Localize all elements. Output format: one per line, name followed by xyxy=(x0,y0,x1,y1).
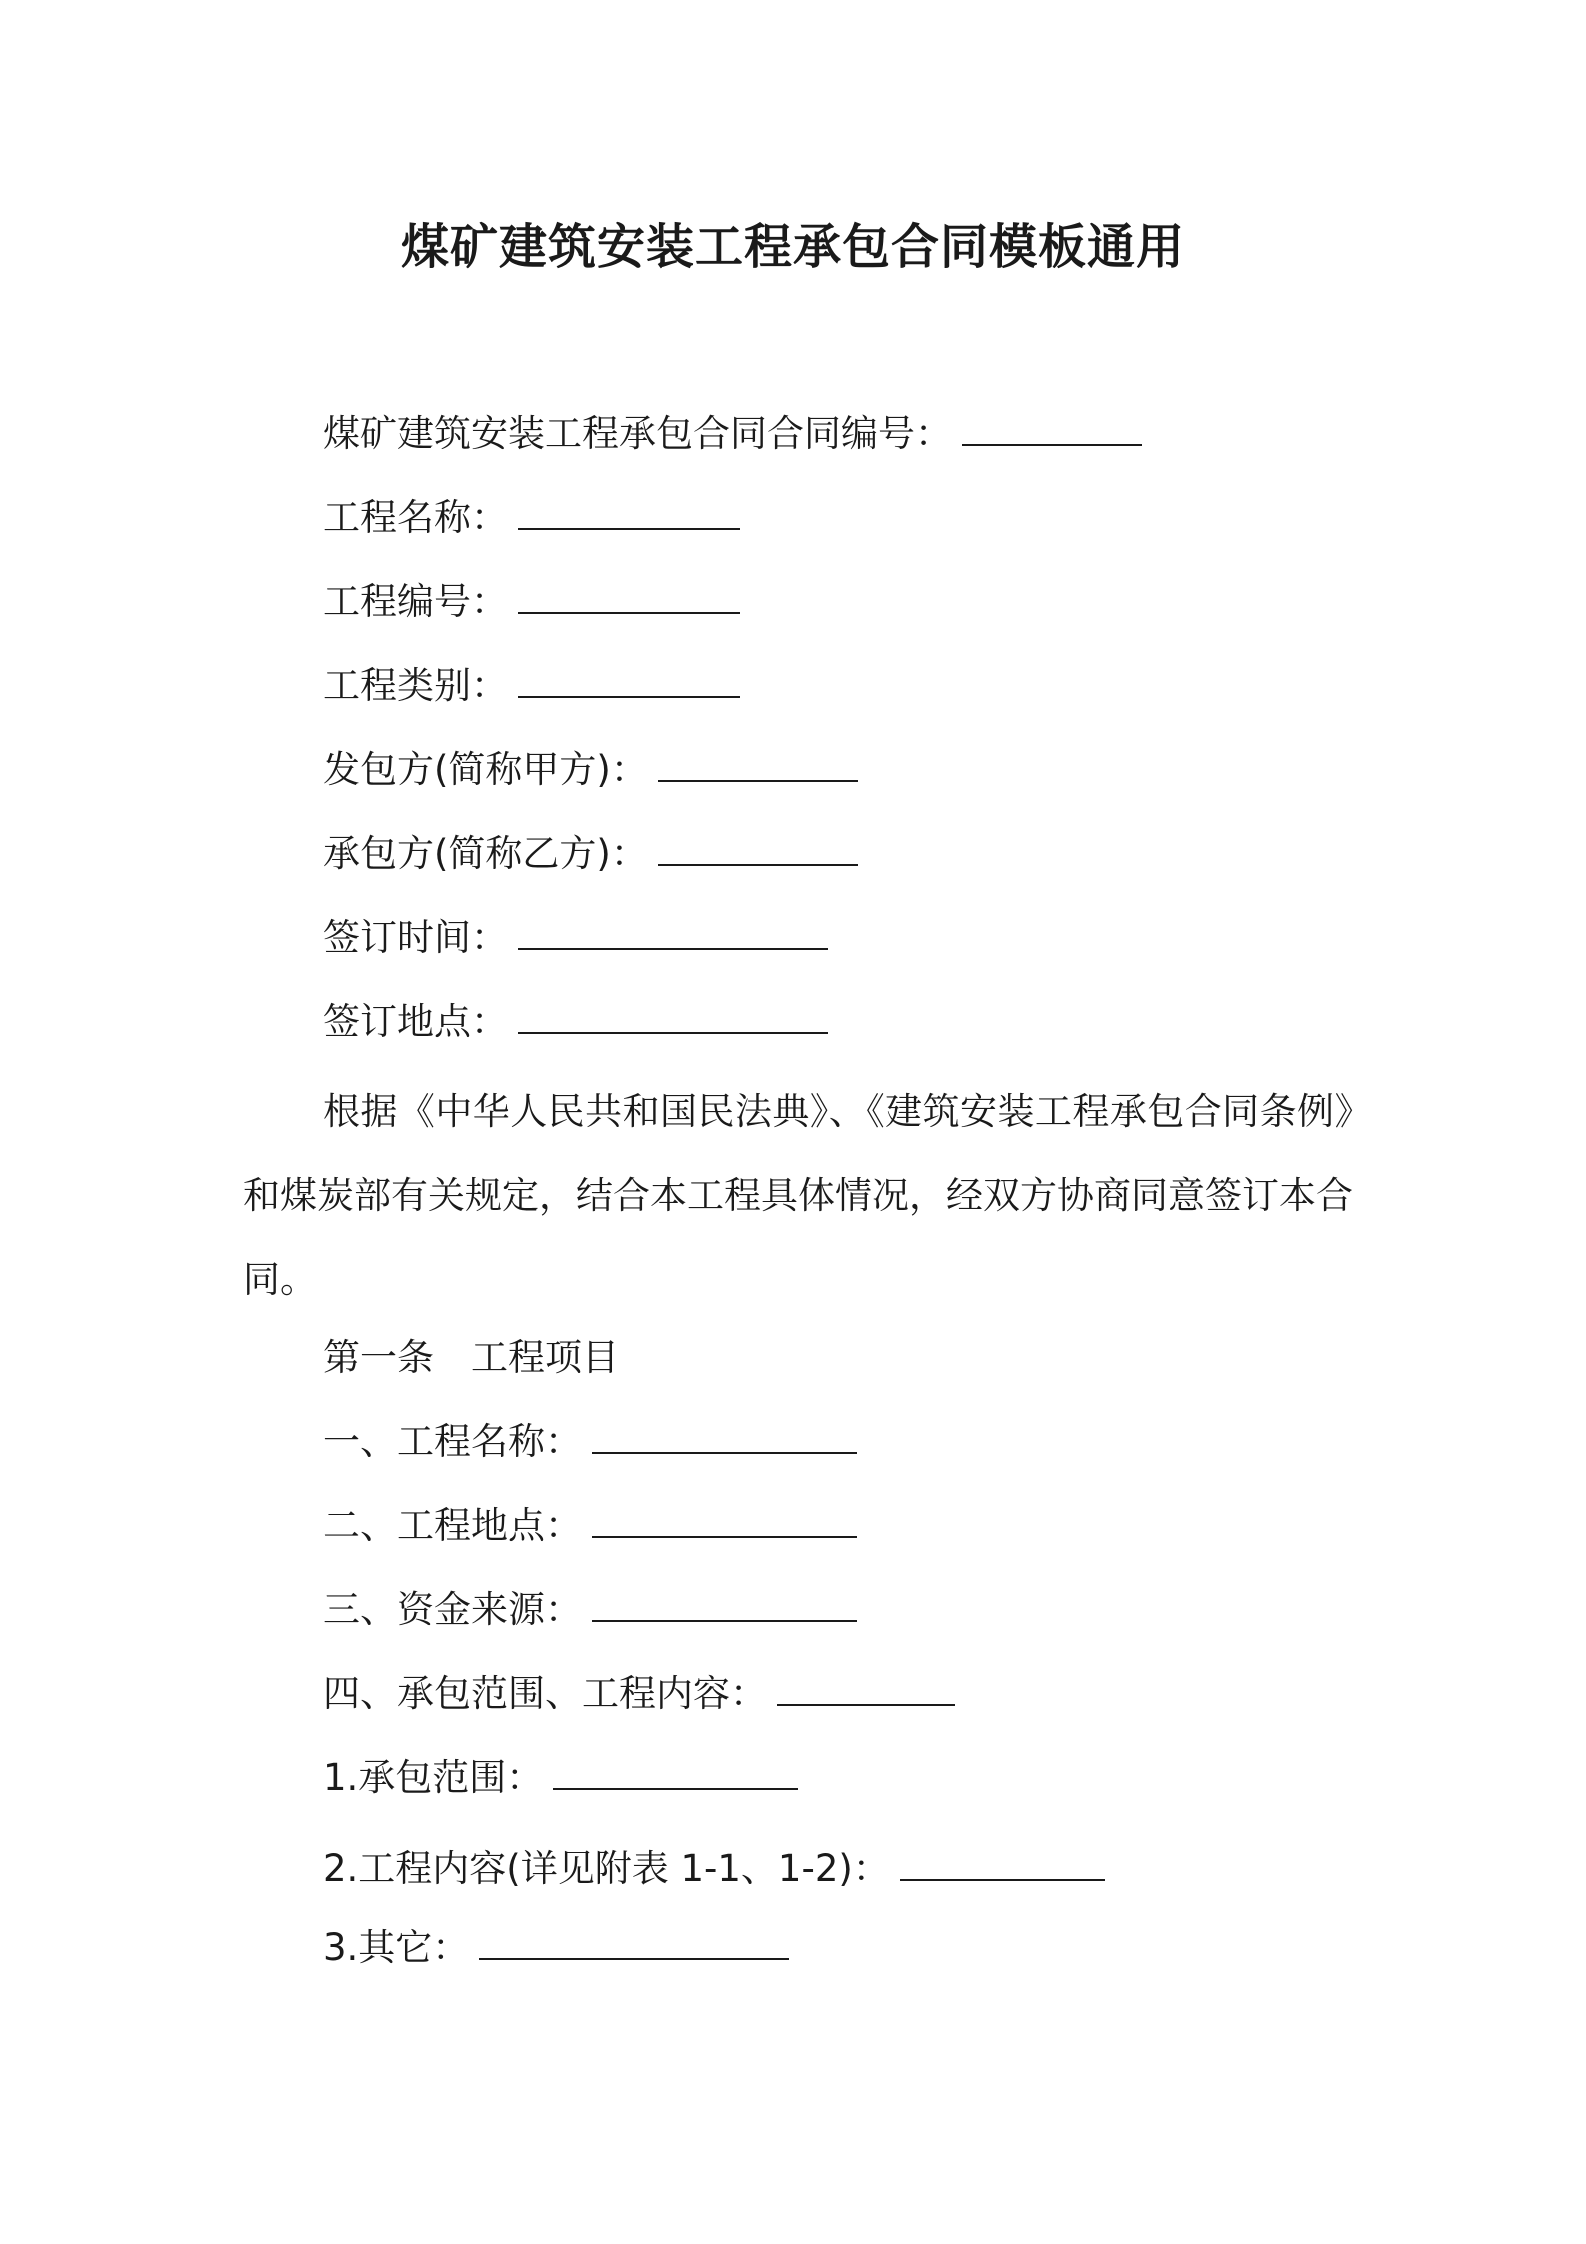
item-label: 一、工程名称： xyxy=(323,1420,582,1463)
item-blank[interactable] xyxy=(479,1924,789,1960)
item-blank[interactable] xyxy=(592,1418,857,1454)
field-label: 工程类别： xyxy=(323,664,508,707)
field-blank[interactable] xyxy=(518,578,740,614)
item-label: 1.承包范围： xyxy=(323,1756,544,1799)
field-contract-number xyxy=(323,408,1142,460)
field-blank[interactable] xyxy=(518,998,828,1034)
field-label: 承包方(简称乙方)： xyxy=(323,832,648,875)
field-party-b xyxy=(323,828,858,880)
item-scope xyxy=(323,1752,798,1804)
item-project-name xyxy=(323,1416,857,1468)
document-title: 煤矿建筑安装工程承包合同模板通用 xyxy=(400,219,1185,275)
field-label: 工程名称： xyxy=(323,496,508,539)
field-signing-date xyxy=(323,912,828,964)
item-content xyxy=(323,1843,1105,1895)
item-label: 二、工程地点： xyxy=(323,1504,582,1547)
item-label: 3.其它： xyxy=(323,1926,470,1969)
field-label: 发包方(简称甲方)： xyxy=(323,748,648,791)
field-blank[interactable] xyxy=(962,410,1142,446)
field-blank[interactable] xyxy=(658,746,858,782)
field-blank[interactable] xyxy=(658,830,858,866)
field-project-name xyxy=(323,492,740,544)
item-label: 四、承包范围、工程内容： xyxy=(323,1672,767,1715)
item-blank[interactable] xyxy=(592,1586,857,1622)
field-label: 煤矿建筑安装工程承包合同合同编号： xyxy=(323,412,952,455)
item-funding-source xyxy=(323,1584,857,1636)
field-blank[interactable] xyxy=(518,914,828,950)
item-blank[interactable] xyxy=(553,1754,798,1790)
item-blank[interactable] xyxy=(900,1845,1105,1881)
item-blank[interactable] xyxy=(592,1502,857,1538)
field-label: 工程编号： xyxy=(323,580,508,623)
item-other xyxy=(323,1922,789,1974)
field-blank[interactable] xyxy=(518,494,740,530)
item-scope-content xyxy=(323,1668,955,1720)
item-label: 三、资金来源： xyxy=(323,1588,582,1631)
preamble-paragraph: 根据《中华人民共和国民法典》、《建筑安装工程承包合同条例》和煤炭部有关规定，结合本工程具体情况，经双方协商同意签订本合同。 xyxy=(243,1090,1353,1301)
article-1-heading: 第一条 工程项目 xyxy=(323,1336,619,1379)
item-project-location xyxy=(323,1500,857,1552)
field-blank[interactable] xyxy=(518,662,740,698)
field-label: 签订地点： xyxy=(323,1000,508,1043)
field-party-a xyxy=(323,744,858,796)
field-project-category xyxy=(323,660,740,712)
field-signing-place xyxy=(323,996,828,1048)
field-label: 签订时间： xyxy=(323,916,508,959)
field-project-number xyxy=(323,576,740,628)
item-label: 2.工程内容(详见附表 1-1、1-2)： xyxy=(323,1847,890,1890)
item-blank[interactable] xyxy=(777,1670,955,1706)
